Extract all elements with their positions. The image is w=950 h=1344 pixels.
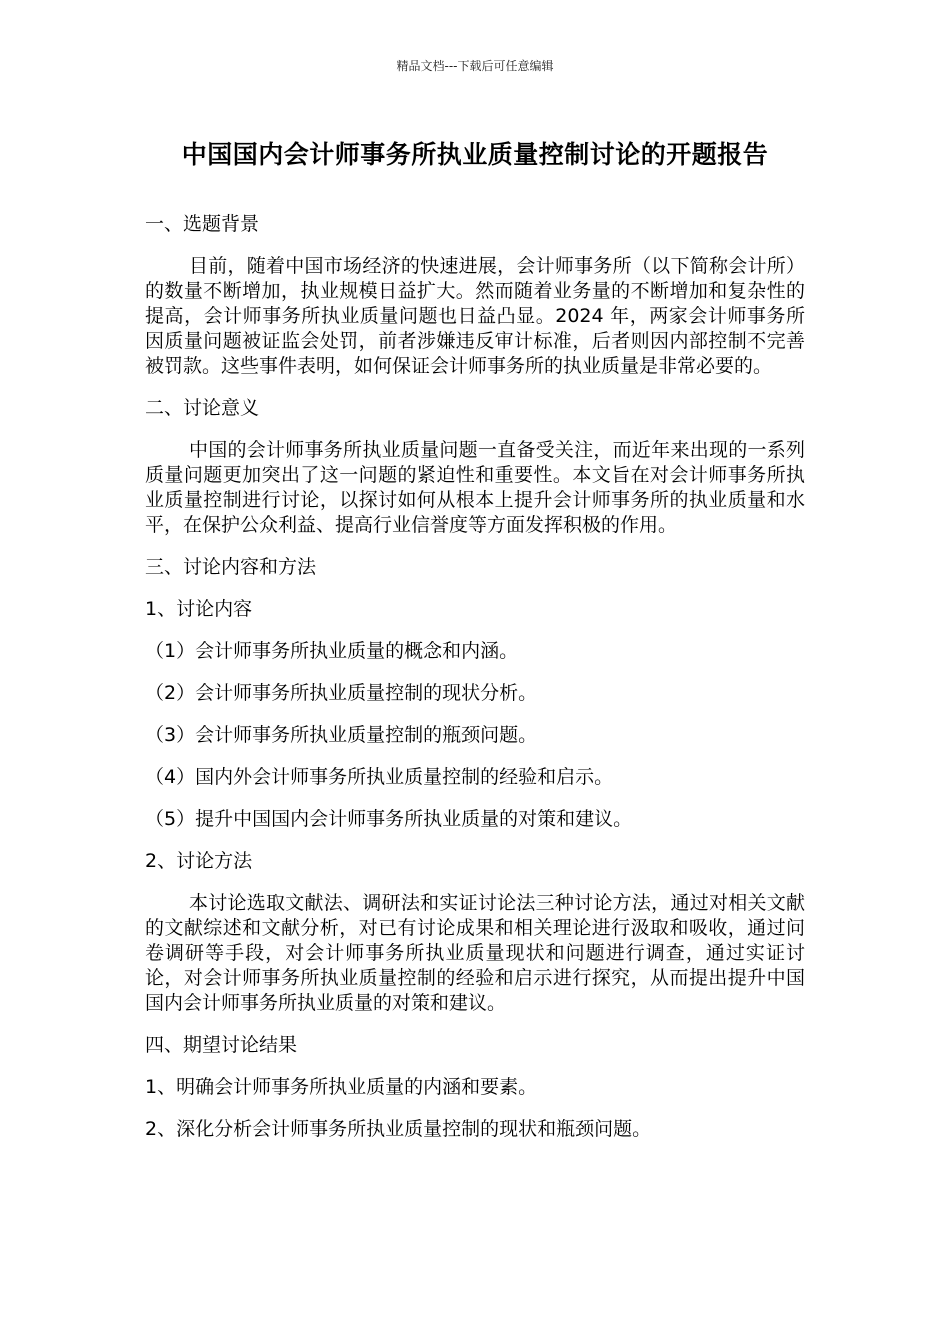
content-item: （4）国内外会计师事务所执业质量控制的经验和启示。 <box>145 766 614 788</box>
document-title: 中国国内会计师事务所执业质量控制讨论的开题报告 <box>181 140 769 169</box>
section-heading-content-methods: 三、讨论内容和方法 <box>145 556 317 578</box>
content-item: （3）会计师事务所执业质量控制的瓶颈问题。 <box>145 724 538 746</box>
section-heading-expected-results: 四、期望讨论结果 <box>145 1034 298 1056</box>
subheading-methods: 2、讨论方法 <box>145 850 253 872</box>
section-heading-significance: 二、讨论意义 <box>145 397 260 419</box>
content-item: （2）会计师事务所执业质量控制的现状分析。 <box>145 682 538 704</box>
result-item: 2、深化分析会计师事务所执业质量控制的现状和瓶颈问题。 <box>145 1118 652 1140</box>
paragraph-methods: 本讨论选取文献法、调研法和实证讨论法三种讨论方法，通过对相关文献的文献综述和文献分析，对已有讨论成果和相关理论进行汲取和吸收，通过问卷调研等手段，对会计师事务所执业质量现状和问题进行调查，通过实证讨论，对会计师事务所执业质量控制的经验和启示进行探究，从而提出提升中国国内会计师事务所执业质量的对策和建议。 <box>145 892 805 1014</box>
header-note: 精品文档---下载后可任意编辑 <box>396 59 554 73</box>
content-item: （1）会计师事务所执业质量的概念和内涵。 <box>145 640 519 662</box>
document-body <box>145 212 805 1159</box>
paragraph-significance: 中国的会计师事务所执业质量问题一直备受关注，而近年来出现的一系列质量问题更加突出了这一问题的紧迫性和重要性。本文旨在对会计师事务所执业质量控制进行讨论，以探讨如何从根本上提升会计师事务所的执业质量和水平，在保护公众利益、提高行业信誉度等方面发挥积极的作用。 <box>145 439 805 536</box>
section-heading-background: 一、选题背景 <box>145 213 260 235</box>
result-item: 1、明确会计师事务所执业质量的内涵和要素。 <box>145 1076 538 1098</box>
subheading-content: 1、讨论内容 <box>145 598 253 620</box>
content-item: （5）提升中国国内会计师事务所执业质量的对策和建议。 <box>145 808 633 830</box>
paragraph-background: 目前，随着中国市场经济的快速进展，会计师事务所（以下简称会计所）的数量不断增加，执业规模日益扩大。然而随着业务量的不断增加和复杂性的提高，会计师事务所执业质量问题也日益凸显。2024 年，两家会计师事务所因质量问题被证监会处罚，前者涉嫌违反审计标准，后者则因内部控制不完善被罚款。这些事件表明，如何保证会计师事务所的执业质量是非常必要的。 <box>145 255 805 377</box>
